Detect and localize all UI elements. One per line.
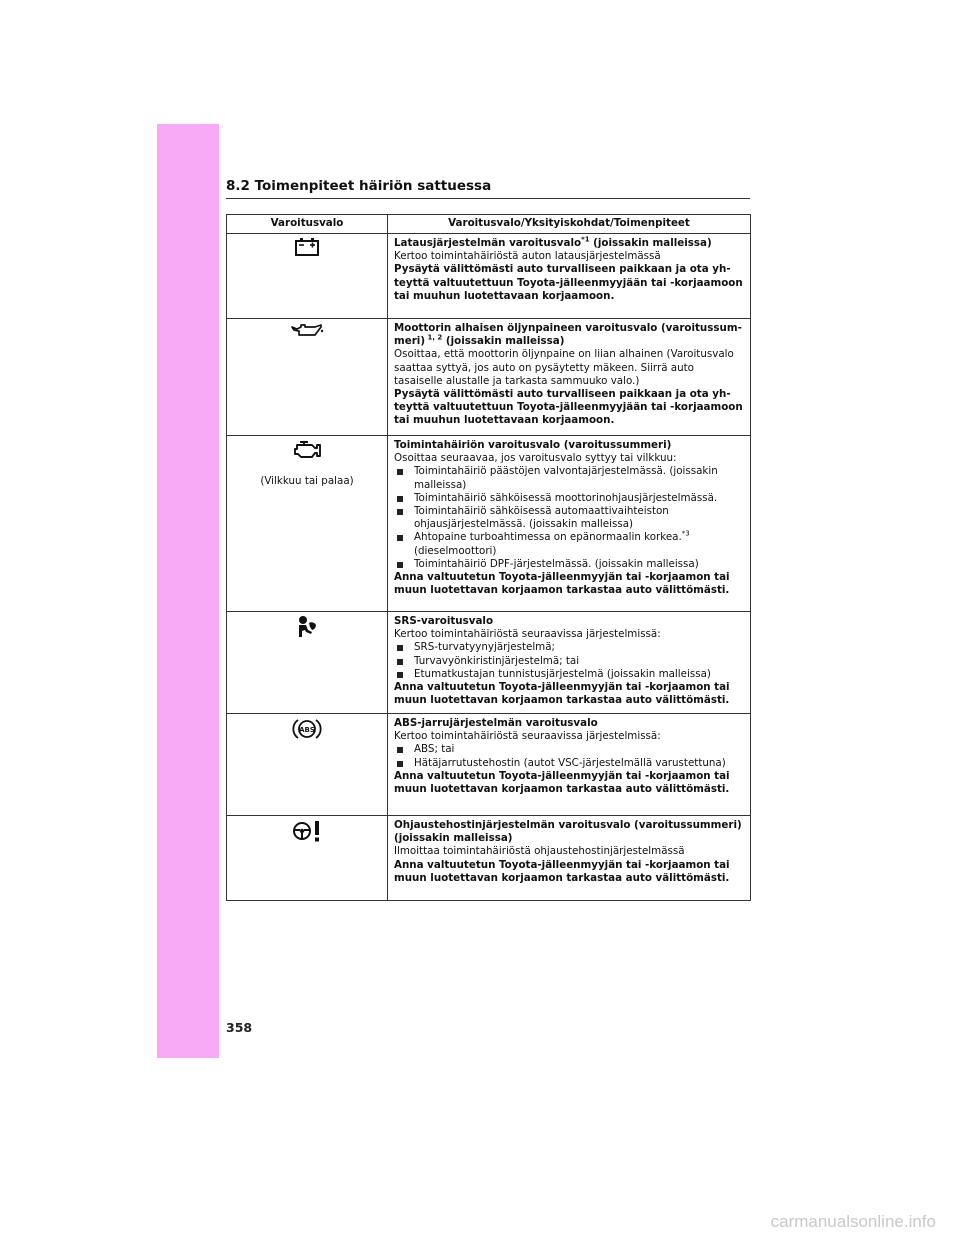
icon-cell	[227, 319, 388, 436]
row-action: Anna valtuutetun Toyota-jälleenmyyjän tai -korjaamon tai muun luotettavan korjaamon tarkastaa auto välittömästi.	[394, 681, 730, 707]
details-cell	[388, 436, 751, 612]
row-description: Ilmoittaa toimintahäiriöstä ohjaustehostinjärjestelmässä	[394, 845, 685, 858]
column-header-warning-light: Varoitusvalo	[227, 215, 388, 234]
row-action: Anna valtuutetun Toyota-jälleenmyyjän tai -korjaamon tai muun luotettavan korjaamon tarkastaa auto välittömästi.	[394, 858, 730, 884]
icon-caption: (Vilkkuu tai palaa)	[260, 475, 354, 488]
list-item: Hätäjarrutustehostin (autot VSC-järjestelmällä varustettuna)	[394, 757, 744, 770]
row-action: Pysäytä välittömästi auto turvalliseen paikkaan ja ota yhteyttä valtuutettuun Toyota-jälleenmyyjään tai -korjaamoon tai muuhun luotettavaan korjaamoon.	[394, 388, 743, 427]
warning-light-table	[226, 214, 751, 901]
row-action: Anna valtuutetun Toyota-jälleenmyyjän tai -korjaamon tai muun luotettavan korjaamon tarkastaa auto välittömästi.	[394, 769, 730, 796]
row-title: Latausjärjestelmän varoitusvalo$^{*1}$ (joissakin malleissa)	[394, 235, 712, 249]
page-number: 358	[226, 1020, 253, 1035]
row-title: Ohjaustehostinjärjestelmän varoitusvalo (varoitussummeri) (joissakin malleissa)	[394, 819, 742, 845]
bullet-list	[394, 465, 744, 571]
list-item: Toimintahäiriö sähköisessä automaattivaihteiston ohjausjärjestelmässä. (joissakin malleissa)	[394, 505, 744, 531]
oil-pressure-icon	[290, 322, 324, 338]
table-row	[227, 436, 751, 612]
details-cell	[388, 612, 751, 714]
bullet-list	[394, 641, 744, 681]
details-cell	[388, 234, 751, 319]
title-divider	[226, 198, 750, 199]
list-item: Toimintahäiriö DPF-järjestelmässä. (joissakin malleissa)	[394, 558, 744, 571]
row-description: Kertoo toimintahäiriöstä seuraavissa järjestelmissä:	[394, 628, 661, 641]
power-steering-warning-icon	[292, 819, 322, 843]
list-item: Turvavyönkiristinjärjestelmä; tai	[394, 655, 744, 668]
abs-warning-icon	[292, 717, 322, 741]
icon-cell	[227, 612, 388, 714]
table-row	[227, 714, 751, 816]
table-row	[227, 612, 751, 714]
icon-cell	[227, 234, 388, 319]
svg-text:ABS: ABS	[299, 726, 315, 734]
bullet-list	[394, 743, 744, 769]
icon-cell	[227, 816, 388, 901]
list-item: SRS-turvatyynyjärjestelmä;	[394, 641, 744, 654]
row-title: Moottorin alhaisen öljynpaineen varoitusvalo (varoitussummeri) $^{1, 2}$ (joissakin malleissa)	[394, 322, 742, 348]
list-item: Ahtopaine turboahtimessa on epänormaalin korkea.$^{*3}$ (dieselmoottori)	[394, 531, 744, 557]
check-engine-icon	[292, 439, 322, 461]
icon-cell	[227, 714, 388, 816]
srs-airbag-icon	[294, 615, 320, 639]
list-item: ABS; tai	[394, 743, 744, 756]
row-title: ABS-jarrujärjestelmän varoitusvalo	[394, 717, 598, 729]
side-tab	[157, 124, 219, 1058]
row-description: Osoittaa, että moottorin öljynpaine on liian alhainen (Varoitusvalo saattaa syttyä, jos auto on pysäytetty mäkeen. Siirrä auto tasaiselle alustalle ja tarkasta sammuuko valo.)	[394, 348, 734, 387]
table-header-row	[227, 215, 751, 234]
row-action: Anna valtuutetun Toyota-jälleenmyyjän tai -korjaamon tai muun luotettavan korjaamon tarkastaa auto välittömästi.	[394, 571, 730, 597]
list-item: Toimintahäiriö päästöjen valvontajärjestelmässä. (joissakin malleissa)	[394, 465, 744, 491]
section-title: 8.2 Toimenpiteet häiriön sattuessa	[226, 178, 492, 194]
details-cell	[388, 319, 751, 436]
list-item: Etumatkustajan tunnistusjärjestelmä (joissakin malleissa)	[394, 668, 744, 681]
list-item: Toimintahäiriö sähköisessä moottorinohjausjärjestelmässä.	[394, 492, 744, 505]
details-cell	[388, 816, 751, 901]
row-description: Kertoo toimintahäiriöstä seuraavissa järjestelmissä:	[394, 730, 661, 743]
table-row	[227, 816, 751, 901]
row-title: Toimintahäiriön varoitusvalo (varoitussummeri)	[394, 439, 672, 451]
row-description: Osoittaa seuraavaa, jos varoitusvalo syttyy tai vilkkuu:	[394, 452, 677, 465]
details-cell	[388, 714, 751, 816]
icon-cell	[227, 436, 388, 612]
row-title: SRS-varoitusvalo	[394, 615, 494, 627]
battery-warning-icon	[294, 237, 320, 257]
table-row	[227, 234, 751, 319]
row-action: Pysäytä välittömästi auto turvalliseen paikkaan ja ota yhteyttä valtuutettuun Toyota-jälleenmyyjään tai -korjaamoon tai muuhun luotettavaan korjaamoon.	[394, 263, 743, 302]
column-header-details: Varoitusvalo/Yksityiskohdat/Toimenpiteet	[388, 215, 751, 234]
table-row	[227, 319, 751, 436]
row-description: Kertoo toimintahäiriöstä auton latausjärjestelmässä	[394, 250, 661, 263]
watermark: carmanualsonline.info	[770, 1212, 936, 1231]
